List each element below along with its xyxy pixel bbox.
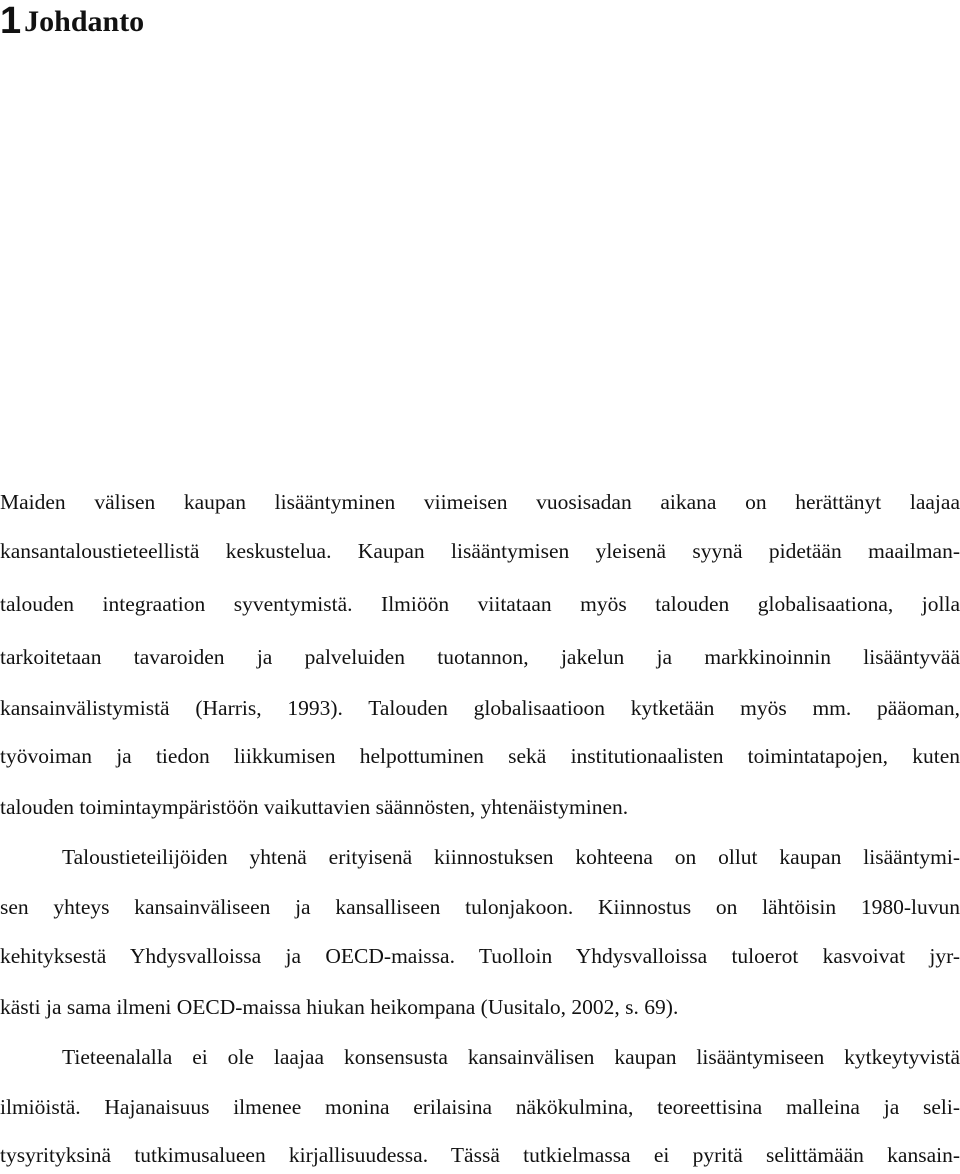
text-line: kehityksestä Yhdysvalloissa ja OECD-maissa. Tuolloin Yhdysvalloissa tuloerot kasvoivat jyr-	[0, 944, 960, 968]
text-line: tysyrityksinä tutkimusalueen kirjallisuudessa. Tässä tutkielmassa ei pyritä selittämään kansain-	[0, 1143, 960, 1167]
text-line: kansainvälistymistä (Harris, 1993). Talouden globalisaatioon kytketään myös mm. pääoman,	[0, 696, 960, 720]
chapter-heading	[0, 0, 144, 43]
chapter-title: Johdanto	[24, 5, 145, 38]
text-line: työvoiman ja tiedon liikkumisen helpottuminen sekä institutionaalisten toimintatapojen, kuten	[0, 744, 960, 768]
text-line: talouden toimintaympäristöön vaikuttavien säännösten, yhtenäistyminen.	[0, 795, 629, 819]
text-line: tarkoitetaan tavaroiden ja palveluiden tuotannon, jakelun ja markkinoinnin lisääntyvää	[0, 645, 960, 669]
text-line: kästi ja sama ilmeni OECD-maissa hiukan heikompana (Uusitalo, 2002, s. 69).	[0, 995, 679, 1019]
text-line: sen yhteys kansainväliseen ja kansalliseen tulonjakoon. Kiinnostus on lähtöisin 1980-luvun	[0, 895, 960, 919]
text-line: Tieteenalalla ei ole laajaa konsensusta kansainvälisen kaupan lisääntymiseen kytkeytyvistä	[62, 1045, 960, 1069]
text-line: ilmiöistä. Hajanaisuus ilmenee monina erilaisina näkökulmina, teoreettisina malleina ja seli-	[0, 1095, 960, 1119]
chapter-number: 1	[0, 0, 22, 42]
text-line: kansantaloustieteellistä keskustelua. Kaupan lisääntymisen yleisenä syynä pidetään maailman-	[0, 539, 960, 563]
text-line: Maiden välisen kaupan lisääntyminen viimeisen vuosisadan aikana on herättänyt laajaa	[0, 490, 960, 514]
text-line: Taloustieteilijöiden yhtenä erityisenä kiinnostuksen kohteena on ollut kaupan lisääntymi-	[62, 845, 960, 869]
text-line: talouden integraation syventymistä. Ilmiöön viitataan myös talouden globalisaationa, jolla	[0, 592, 960, 616]
